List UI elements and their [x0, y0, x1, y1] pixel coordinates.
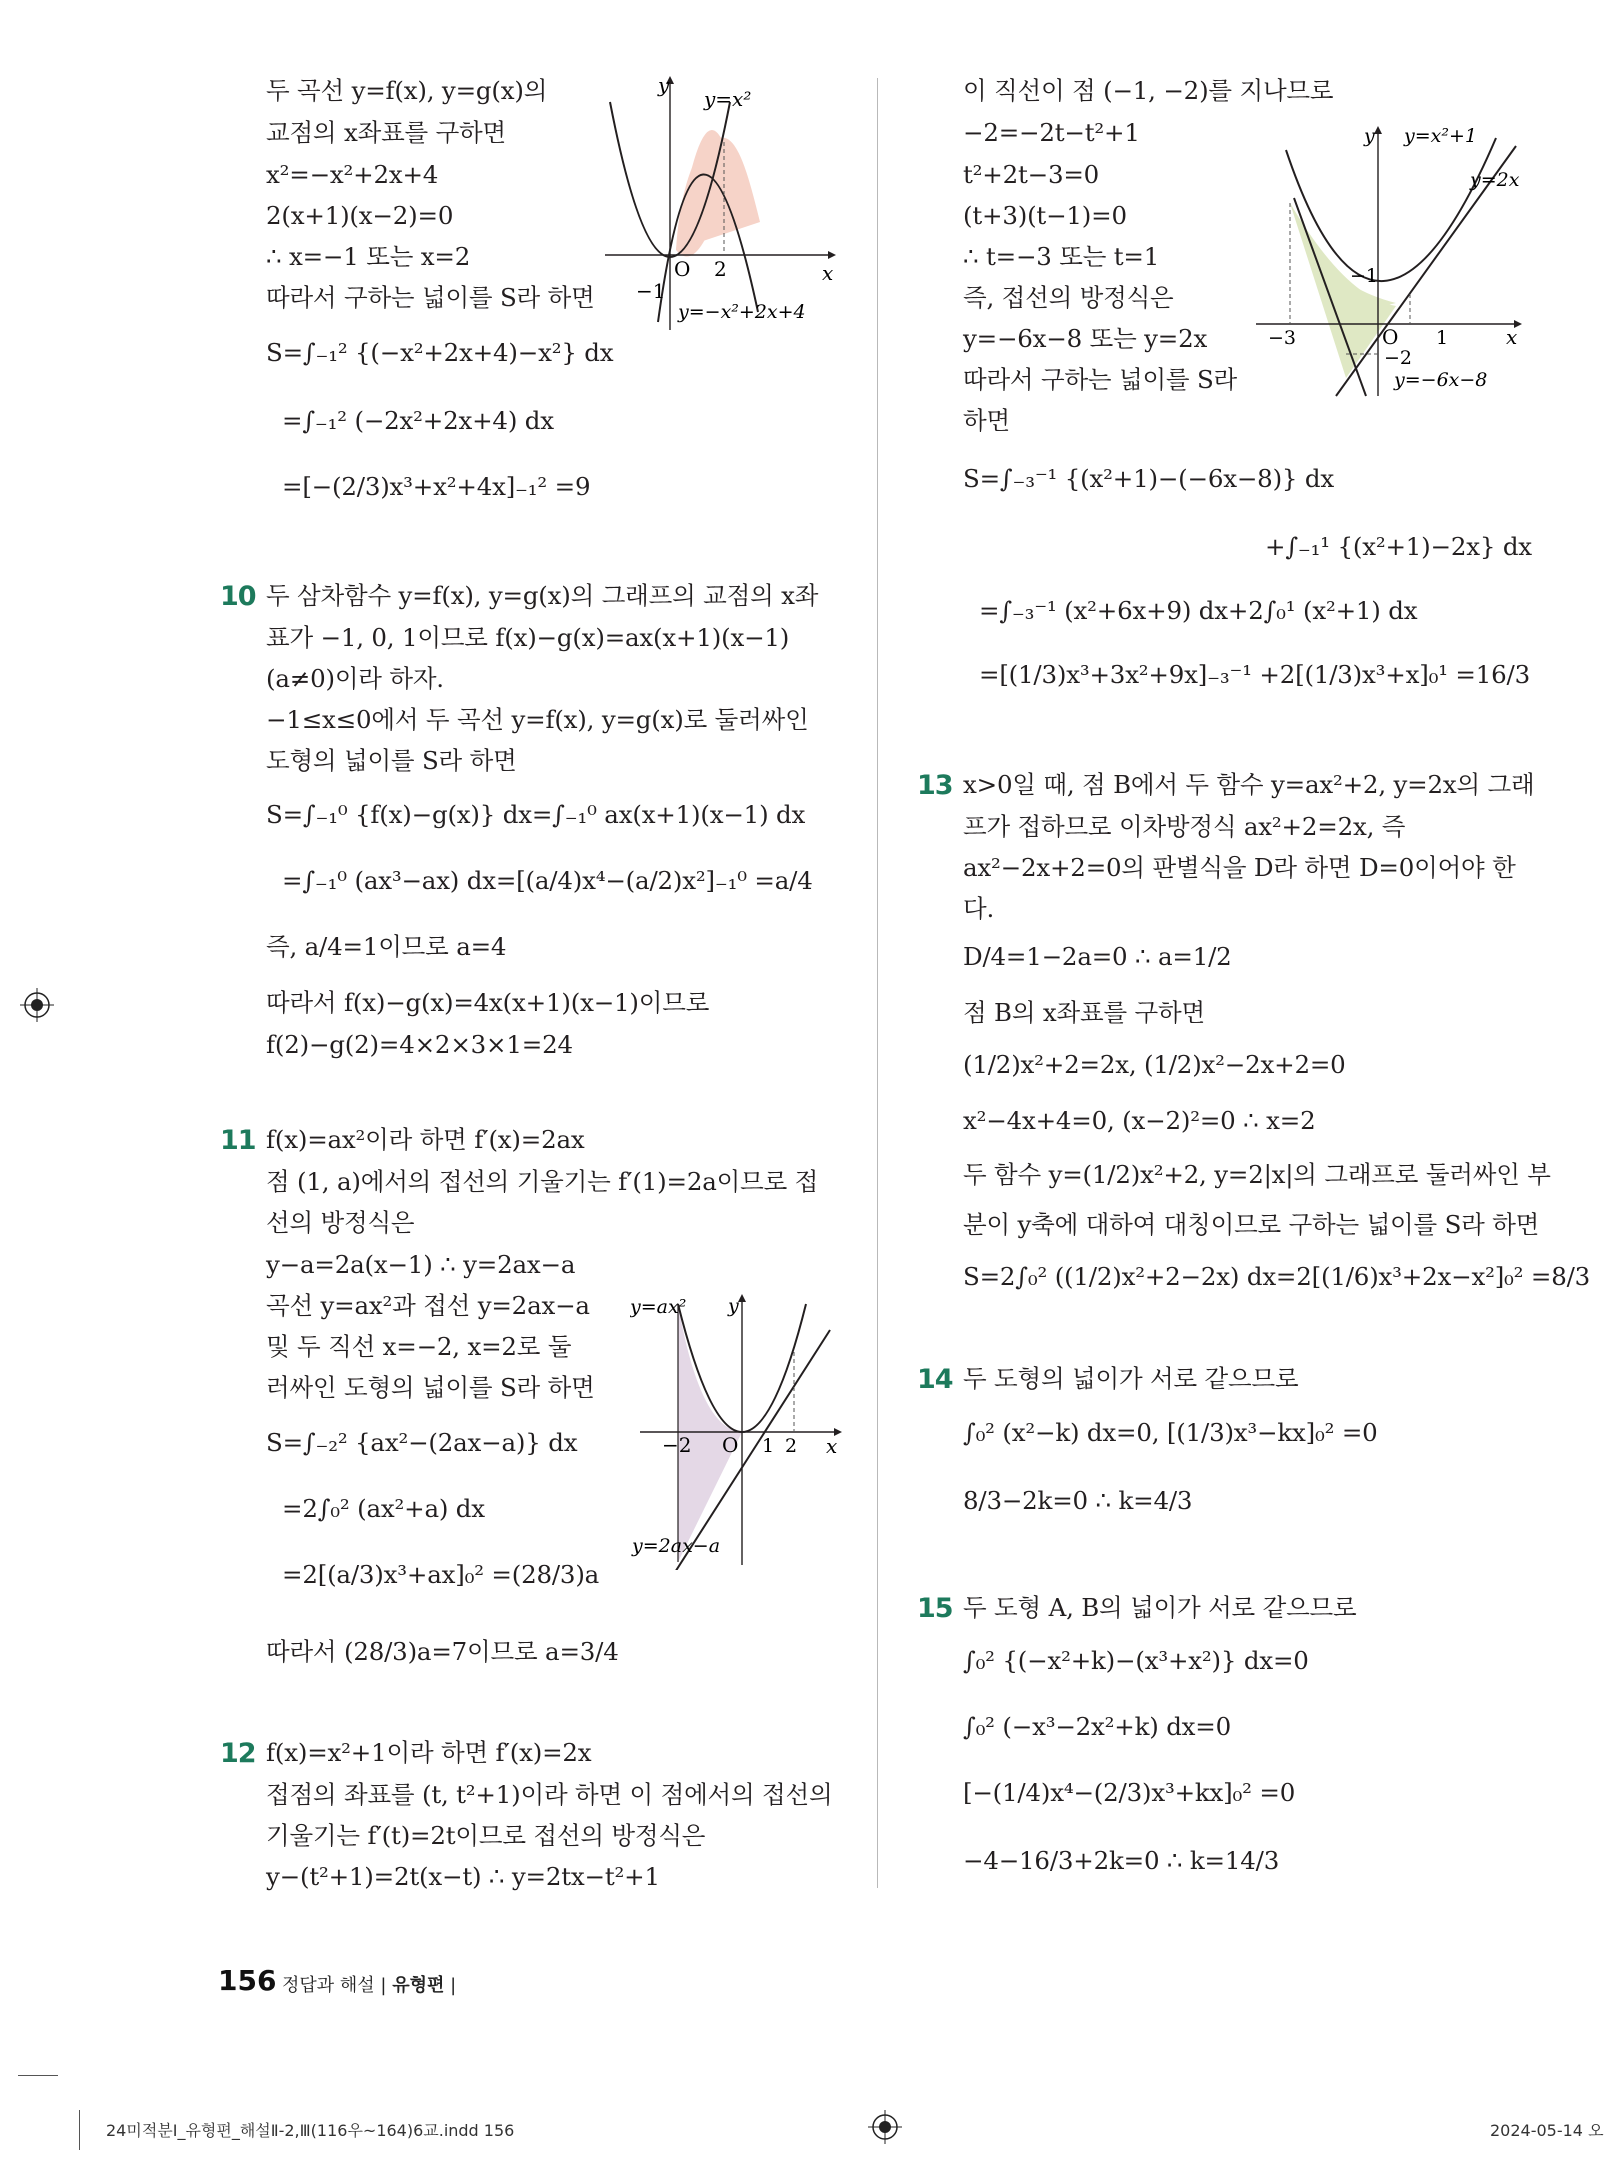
equation-line: −4−16/3+2k=0 ∴ k=14/3 [963, 1846, 1280, 1875]
print-slug-file: 24미적분Ⅰ_유형편_해설Ⅱ-2,Ⅲ(116우~164)6교.indd 156 [106, 2121, 515, 2140]
equation-line: ∫₀² (x²−k) dx=0, [(1/3)x³−kx]₀² =0 [963, 1418, 1378, 1447]
equation-line: ∫₀² (−x³−2x²+k) dx=0 [963, 1712, 1232, 1741]
curve-label: y=−x²+2x+4 [678, 301, 806, 323]
curve-label: y=2ax−a [632, 1535, 721, 1557]
x-axis-label: x [822, 261, 834, 285]
text-line: x>0일 때, 점 B에서 두 함수 y=ax²+2, y=2x의 그래 [963, 770, 1535, 799]
equation-line: +∫₋₁¹ {(x²+1)−2x} dx [1265, 532, 1532, 561]
equation-line: =2[(a/3)x³+ax]₀² =(28/3)a [282, 1560, 600, 1589]
x-axis-label: x [826, 1434, 838, 1458]
text-line: y−(t²+1)=2t(x−t) ∴ y=2tx−t²+1 [266, 1862, 660, 1891]
problem-number: 15 [917, 1593, 953, 1624]
equation-line: =∫₋₁⁰ (ax³−ax) dx=[(a/4)x⁴−(a/2)x²]₋₁⁰ =a/4 [282, 866, 813, 895]
equation-line: S=∫₋₃⁻¹ {(x²+1)−(−6x−8)} dx [963, 464, 1335, 493]
y-axis-label: y [658, 73, 670, 97]
text-line: 2(x+1)(x−2)=0 [266, 201, 454, 230]
text-line: f(2)−g(2)=4×2×3×1=24 [266, 1030, 573, 1059]
graph-problem-11 [630, 1290, 850, 1570]
text-line: 즉, 접선의 방정식은 [963, 283, 1174, 312]
text-line: 및 두 직선 x=−2, x=2로 둘 [266, 1332, 572, 1361]
text-line: −2=−2t−t²+1 [963, 118, 1140, 147]
y-axis-arrow-icon [1374, 126, 1382, 134]
text-line: t²+2t−3=0 [963, 160, 1100, 189]
equation-line: S=∫₋₁⁰ {f(x)−g(x)} dx=∫₋₁⁰ ax(x+1)(x−1) dx [266, 800, 806, 829]
text-line: 점 (1, a)에서의 접선의 기울기는 f′(1)=2a이므로 접 [266, 1167, 819, 1196]
equation-line: S=∫₋₂² {ax²−(2ax−a)} dx [266, 1428, 578, 1457]
curve-label: y=2x [1470, 169, 1520, 191]
text-line: 두 삼차함수 y=f(x), y=g(x)의 그래프의 교점의 x좌 [266, 581, 819, 610]
text-line: 선의 방정식은 [266, 1208, 415, 1237]
text-line: 두 도형의 넓이가 서로 같으므로 [963, 1364, 1299, 1393]
graph-problem-9 [600, 72, 850, 332]
origin-label: O [722, 1433, 739, 1457]
text-line: 따라서 (28/3)a=7이므로 a=3/4 [266, 1637, 619, 1666]
print-slug-date: 2024-05-14 오 [1490, 2121, 1604, 2140]
equation-line: ∫₀² {(−x²+k)−(x³+x²)} dx=0 [963, 1646, 1309, 1675]
equation-line: x²−4x+4=0, (x−2)²=0 ∴ x=2 [963, 1106, 1316, 1135]
equation-line: =∫₋₃⁻¹ (x²+6x+9) dx+2∫₀¹ (x²+1) dx [979, 596, 1418, 625]
equation-line: =∫₋₁² (−2x²+2x+4) dx [282, 406, 554, 435]
equation-line: =2∫₀² (ax²+a) dx [282, 1494, 485, 1523]
problem-number: 10 [220, 581, 256, 612]
tick-label: 1 [762, 1435, 775, 1457]
equation-line: D/4=1−2a=0 ∴ a=1/2 [963, 942, 1232, 971]
text-line: 따라서 구하는 넓이를 S라 [963, 365, 1238, 394]
text-line: −1≤x≤0에서 두 곡선 y=f(x), y=g(x)로 둘러싸인 [266, 705, 809, 734]
text-line: 즉, a/4=1이므로 a=4 [266, 932, 507, 961]
text-line: 접점의 좌표를 (t, t²+1)이라 하면 이 점에서의 접선의 [266, 1780, 833, 1809]
origin-label: O [674, 257, 691, 281]
text-line: 표가 −1, 0, 1이므로 f(x)−g(x)=ax(x+1)(x−1) [266, 623, 790, 652]
text-line: 따라서 구하는 넓이를 S라 하면 [266, 283, 595, 312]
equation-line: =[−(2/3)x³+x²+4x]₋₁² =9 [282, 472, 591, 501]
text-line: y=−6x−8 또는 y=2x [963, 324, 1208, 353]
text-line: 두 곡선 y=f(x), y=g(x)의 [266, 76, 548, 105]
tick-label: 2 [785, 1435, 798, 1457]
problem-number: 14 [917, 1364, 953, 1395]
text-line: 이 직선이 점 (−1, −2)를 지나므로 [963, 76, 1334, 105]
tick-label: 1 [1436, 327, 1449, 349]
x-axis-label: x [1506, 325, 1518, 349]
footer-label: 정답과 해설 | 유형편 | [282, 1975, 457, 1996]
crop-mark [18, 2075, 58, 2076]
equation-line: [−(1/4)x⁴−(2/3)x³+kx]₀² =0 [963, 1778, 1296, 1807]
equation-line: =[(1/3)x³+3x²+9x]₋₃⁻¹ +2[(1/3)x³+x]₀¹ =16/3 [979, 660, 1530, 689]
y-axis-label: y [1364, 125, 1375, 147]
tick-label: −1 [1350, 265, 1379, 287]
footer-section: 유형편 [392, 1975, 445, 1996]
text-line: 점 B의 x좌표를 구하면 [963, 998, 1205, 1027]
graph-problem-12 [1256, 118, 1538, 398]
column-divider [877, 78, 878, 1888]
curve-label: y=x² [704, 87, 752, 111]
tick-label: −1 [636, 279, 666, 303]
y-axis-label: y [728, 1295, 739, 1317]
text-line: (a≠0)이라 하자. [266, 664, 444, 693]
curve-label: y=x²+1 [1404, 125, 1477, 147]
curve-label: y=ax² [630, 1296, 687, 1318]
tick-label: −2 [662, 1433, 692, 1457]
footer-label-text: 정답과 해설 [282, 1975, 375, 1996]
problem-number: 11 [220, 1125, 256, 1156]
text-line: f(x)=ax²이라 하면 f′(x)=2ax [266, 1125, 585, 1154]
text-line: f(x)=x²+1이라 하면 f′(x)=2x [266, 1738, 592, 1767]
text-line: 기울기는 f′(t)=2t이므로 접선의 방정식은 [266, 1821, 706, 1850]
text-line: 교점의 x좌표를 구하면 [266, 118, 506, 147]
crop-mark [79, 2110, 80, 2150]
text-line: ∴ x=−1 또는 x=2 [266, 242, 471, 271]
tick-label: 2 [714, 257, 727, 281]
registration-mark-icon [868, 2110, 902, 2144]
page-number: 156 [218, 1964, 277, 1997]
equation-line: S=∫₋₁² {(−x²+2x+4)−x²} dx [266, 338, 614, 367]
text-line: 두 함수 y=(1/2)x²+2, y=2|x|의 그래프로 둘러싸인 부 [963, 1160, 1551, 1189]
text-line: 분이 y축에 대하여 대칭이므로 구하는 넓이를 S라 하면 [963, 1210, 1540, 1239]
text-line: 따라서 f(x)−g(x)=4x(x+1)(x−1)이므로 [266, 988, 710, 1017]
tick-label: −3 [1268, 327, 1297, 349]
text-line: y−a=2a(x−1) ∴ y=2ax−a [266, 1250, 576, 1279]
text-line: ax²−2x+2=0의 판별식을 D라 하면 D=0이어야 한 [963, 853, 1516, 882]
text-line: 도형의 넓이를 S라 하면 [266, 746, 517, 775]
tick-label: −2 [1384, 347, 1413, 369]
equation-line: S=2∫₀² ((1/2)x²+2−2x) dx=2[(1/6)x³+2x−x²]₀² =8/3 [963, 1262, 1591, 1291]
registration-mark-icon [20, 988, 54, 1022]
text-line: 러싸인 도형의 넓이를 S라 하면 [266, 1373, 595, 1402]
x-axis-arrow-icon [828, 251, 836, 259]
equation-line: 8/3−2k=0 ∴ k=4/3 [963, 1486, 1193, 1515]
curve-label: y=−6x−8 [1394, 369, 1488, 391]
text-line: 두 도형 A, B의 넓이가 서로 같으므로 [963, 1593, 1357, 1622]
text-line: 곡선 y=ax²과 접선 y=2ax−a [266, 1291, 590, 1320]
text-line: ∴ t=−3 또는 t=1 [963, 242, 1160, 271]
text-line: x²=−x²+2x+4 [266, 160, 439, 189]
text-line: 프가 접하므로 이차방정식 ax²+2=2x, 즉 [963, 812, 1406, 841]
y-axis-arrow-icon [738, 1294, 746, 1302]
equation-line: (1/2)x²+2=2x, (1/2)x²−2x+2=0 [963, 1050, 1346, 1079]
origin-label: O [1382, 325, 1399, 349]
text-line: 하면 [963, 406, 1010, 435]
problem-number: 12 [220, 1738, 256, 1769]
text-line: 다. [963, 894, 995, 923]
problem-number: 13 [917, 770, 953, 801]
text-line: (t+3)(t−1)=0 [963, 201, 1127, 230]
